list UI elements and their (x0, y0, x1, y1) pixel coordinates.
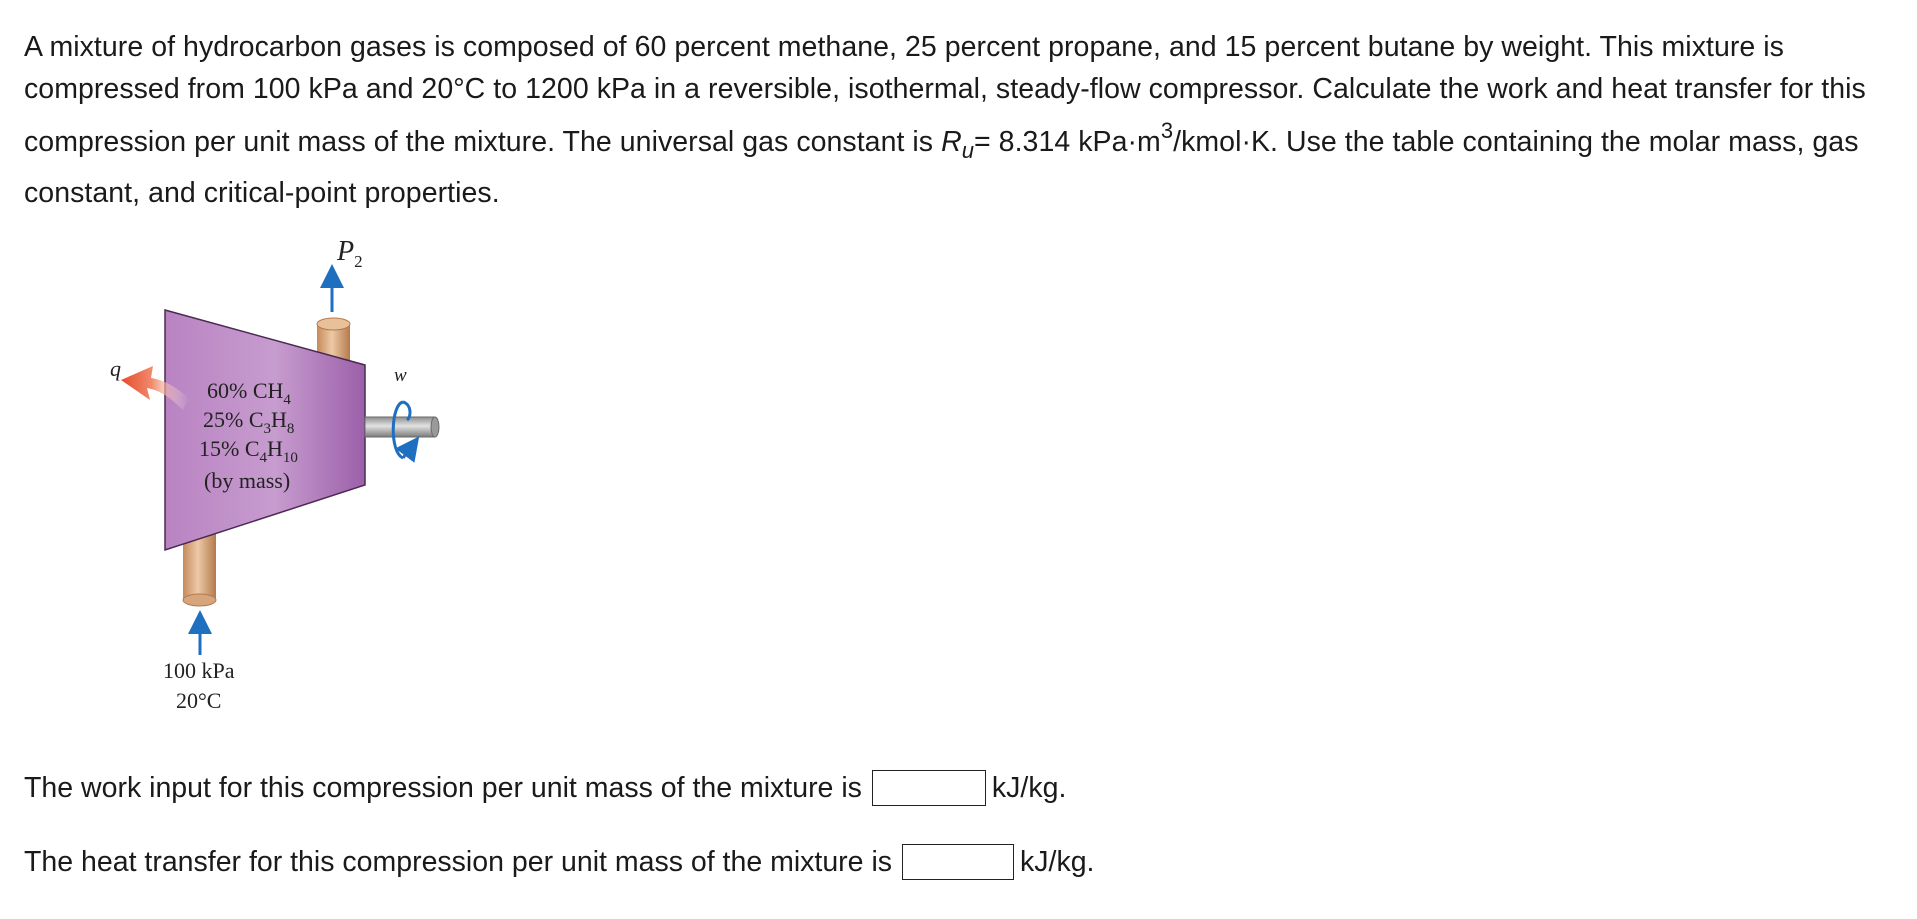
inlet-temperature: 20°C (176, 688, 222, 713)
problem-text-before: A mixture of hydrocarbon gases is composed of 60 percent methane, 25 percent propane, and 15 percent butane by weight. This mixture is compressed from 100 kPa and 20°C to 1200 kPa in a reversible, isothermal, steady-flow compressor. Calculate the work and heat transfer for this compression per unit mass of the mixture. The universal gas constant is (24, 31, 1866, 158)
problem-text (24, 26, 1904, 214)
inlet-pressure: 100 kPa (163, 658, 235, 683)
mixture-line-butane: 15% $C_4H_{10}$ (199, 436, 298, 466)
compressor-figure (55, 230, 485, 735)
gas-constant-value: = 8.314 kPa·m (974, 126, 1161, 158)
work-answer-unit: kJ/kg. (991, 771, 1067, 804)
compressor-shaft (365, 417, 439, 437)
mixture-line-methane: 60% $CH_4$ (207, 378, 291, 408)
heat-label: q (110, 356, 121, 381)
mixture-line-basis: (by mass) (204, 468, 291, 493)
gas-constant-unit: /kmol·K. (1173, 126, 1279, 158)
gas-constant-exponent: 3 (1160, 118, 1174, 143)
work-question-prompt: The work input for this compression per unit mass of the mixture is (24, 771, 862, 804)
work-question (24, 770, 1066, 806)
problem-statement (24, 26, 1904, 214)
mixture-line-propane: 25% $C_3H_8$ (203, 407, 295, 437)
gas-constant-symbol: R (941, 126, 962, 158)
work-answer-input[interactable] (872, 770, 986, 806)
heat-question-prompt: The heat transfer for this compression per unit mass of the mixture is (24, 845, 893, 878)
outlet-pressure-label: $P_2$ (337, 236, 363, 271)
gas-constant-subscript: u (961, 138, 975, 163)
compressor-diagram (55, 230, 485, 730)
problem-text-after: Use the table containing the molar mass, gas constant, and critical-point properties. (24, 126, 1859, 209)
heat-answer-unit: kJ/kg. (1020, 845, 1095, 878)
heat-question (24, 844, 1094, 880)
work-label: w (394, 365, 407, 386)
heat-answer-input[interactable] (902, 844, 1014, 880)
